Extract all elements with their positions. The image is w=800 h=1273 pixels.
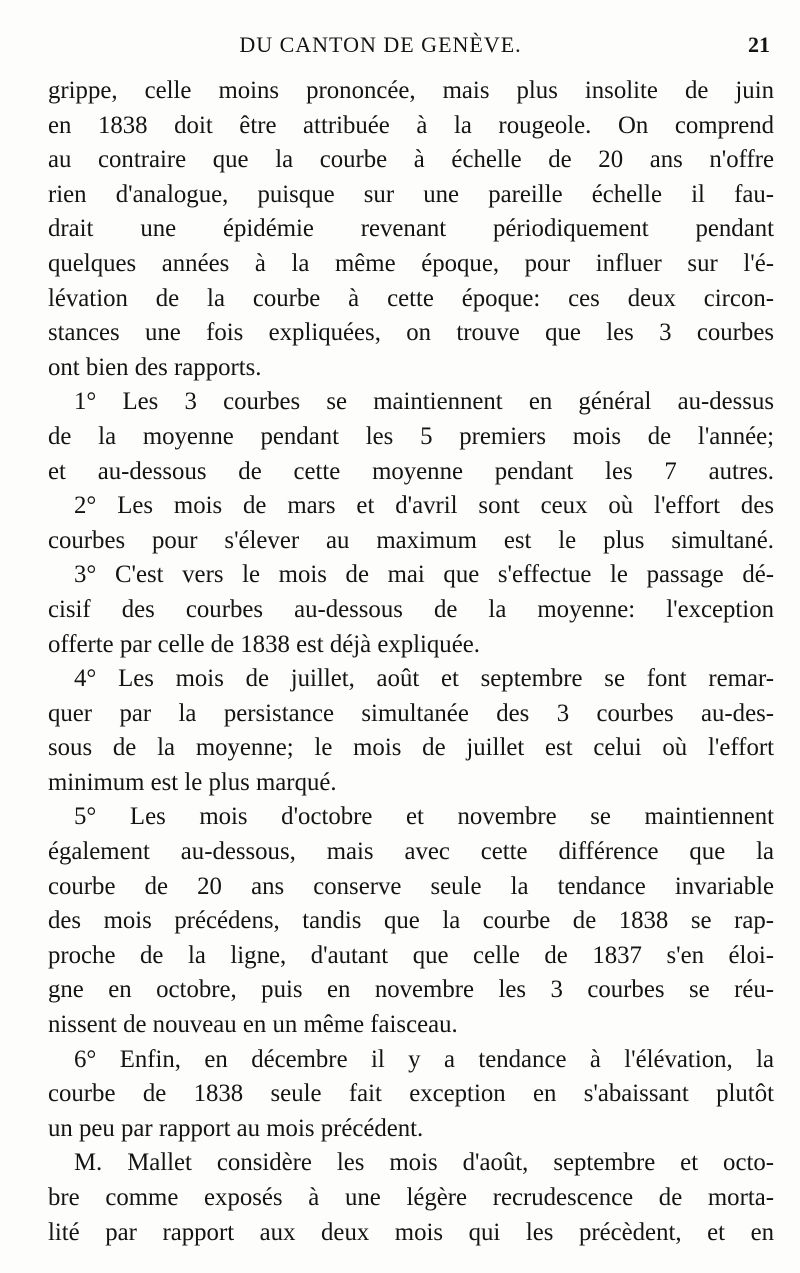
text-line: au contraire que la courbe à échelle de 20 ans n'offre bbox=[48, 146, 774, 174]
text-line: rien d'analogue, puisque sur une pareille échelle il fau- bbox=[48, 180, 774, 208]
text-line: lévation de la courbe à cette époque: ces deux circon- bbox=[48, 284, 774, 312]
text-line: drait une épidémie revenant périodiquement pendant bbox=[48, 215, 774, 243]
page-number: 21 bbox=[748, 32, 770, 57]
text-line: grippe, celle moins prononcée, mais plus insolite de juin bbox=[48, 77, 774, 104]
text-line: des mois précédens, tandis que la courbe de 1838 se rap- bbox=[48, 907, 774, 935]
running-head bbox=[48, 28, 776, 68]
text-line: 3° C'est vers le mois de mai que s'effectue le passage dé- bbox=[74, 561, 774, 589]
body-text bbox=[48, 74, 774, 1250]
text-line: un peu par rapport au mois précédent. bbox=[48, 1114, 424, 1142]
text-line: en 1838 doit être attribuée à la rougeole. On comprend bbox=[48, 111, 774, 139]
text-line: bre comme exposés à une légère recrudescence de morta- bbox=[48, 1184, 774, 1211]
text-line: M. Mallet considère les mois d'août, septembre et octo- bbox=[74, 1149, 774, 1177]
text-line: courbes pour s'élever au maximum est le plus simultané. bbox=[48, 526, 774, 554]
text-line: sous de la moyenne; le mois de juillet est celui où l'effort bbox=[48, 734, 774, 762]
text-line: 2° Les mois de mars et d'avril sont ceux où l'effort des bbox=[74, 492, 774, 520]
text-line: également au-dessous, mais avec cette différence que la bbox=[48, 838, 774, 866]
text-line: lité par rapport aux deux mois qui les précèdent, et en bbox=[48, 1218, 774, 1246]
text-line: courbe de 1838 seule fait exception en s'abaissant plutôt bbox=[48, 1080, 774, 1108]
text-line: quelques années à la même époque, pour influer sur l'é- bbox=[48, 249, 774, 277]
text-line: offerte par celle de 1838 est déjà expliquée. bbox=[48, 630, 480, 658]
text-line: stances une fois expliquées, on trouve que les 3 courbes bbox=[48, 319, 774, 347]
text-line: nissent de nouveau en un même faisceau. bbox=[48, 1011, 458, 1039]
text-line: 6° Enfin, en décembre il y a tendance à l'élévation, la bbox=[74, 1045, 774, 1073]
text-line: 5° Les mois d'octobre et novembre se maintiennent bbox=[74, 803, 774, 831]
text-line: quer par la persistance simultanée des 3 courbes au-des- bbox=[48, 699, 774, 727]
text-line: gne en octobre, puis en novembre les 3 courbes se réu- bbox=[48, 976, 774, 1004]
text-line: minimum est le plus marqué. bbox=[48, 768, 337, 796]
text-line: 4° Les mois de juillet, août et septembre se font remar- bbox=[74, 665, 774, 693]
text-line: 1° Les 3 courbes se maintiennent en général au-dessus bbox=[74, 388, 774, 416]
text-line: de la moyenne pendant les 5 premiers mois de l'année; bbox=[48, 422, 774, 450]
text-line: cisif des courbes au-dessous de la moyenne: l'exception bbox=[48, 595, 774, 623]
text-line: et au-dessous de cette moyenne pendant les 7 autres. bbox=[48, 457, 774, 485]
text-line: courbe de 20 ans conserve seule la tendance invariable bbox=[48, 872, 774, 900]
text-line: proche de la ligne, d'autant que celle de 1837 s'en éloi- bbox=[48, 941, 774, 969]
running-head-title: DU CANTON DE GENÈVE. bbox=[239, 32, 522, 57]
text-line: ont bien des rapports. bbox=[48, 353, 262, 381]
